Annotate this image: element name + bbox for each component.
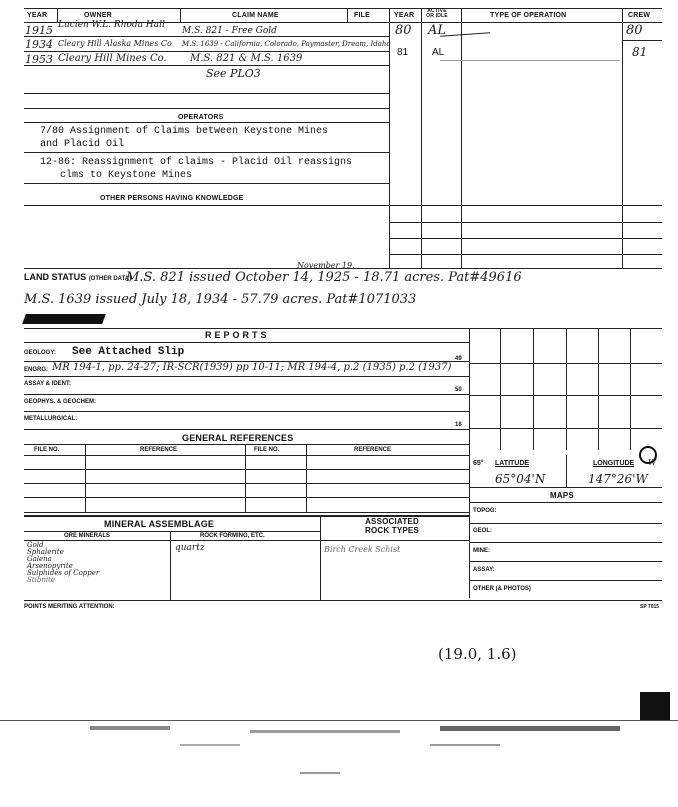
row-line bbox=[24, 540, 469, 541]
row-line bbox=[24, 429, 469, 430]
scan-smudge bbox=[22, 314, 106, 324]
activity-1-crew: 80 bbox=[626, 23, 643, 38]
grid-line bbox=[469, 363, 662, 364]
longitude-value: 147°26'W bbox=[588, 472, 648, 486]
activity-2-status: AL bbox=[432, 47, 445, 58]
header-type-of-operation: TYPE OF OPERATION bbox=[490, 12, 567, 19]
activity-1-status: AL bbox=[428, 23, 447, 38]
divider bbox=[566, 328, 567, 450]
row-line bbox=[24, 183, 389, 184]
operators-line-2b: clms to Keystone Mines bbox=[60, 170, 193, 181]
row-line bbox=[24, 65, 389, 66]
mineral-assemblage-title: MINERAL ASSEMBLAGE bbox=[104, 519, 215, 529]
owner-row-3-owner: Cleary Hill Mines Co. bbox=[58, 53, 167, 64]
general-references-title: GENERAL REFERENCES bbox=[182, 433, 294, 443]
divider bbox=[306, 444, 307, 512]
row-line bbox=[24, 512, 469, 513]
grid-line bbox=[389, 205, 662, 206]
divider bbox=[622, 8, 623, 268]
assay-label: ASSAY & IDENT: bbox=[24, 381, 72, 387]
activity-stroke bbox=[440, 32, 490, 36]
section-line bbox=[24, 600, 662, 601]
row-line bbox=[24, 469, 469, 470]
grid-line bbox=[389, 222, 662, 223]
row-line bbox=[24, 497, 469, 498]
ore-mineral-1: Sphalerite bbox=[27, 548, 64, 556]
top-border bbox=[24, 8, 662, 9]
header-file: FILE bbox=[354, 12, 370, 19]
divider bbox=[598, 328, 599, 450]
ore-mineral-4: Sulphides of Copper bbox=[27, 569, 100, 577]
maps-topog: TOPOG: bbox=[473, 508, 497, 514]
grid-line bbox=[469, 487, 662, 488]
row-line bbox=[24, 342, 469, 343]
row-line bbox=[24, 152, 389, 153]
points-meriting-attention: POINTS MERITING ATTENTION: bbox=[24, 604, 115, 610]
grid-line bbox=[389, 238, 662, 239]
row-line bbox=[24, 444, 469, 445]
ref-reference: REFERENCE bbox=[140, 447, 178, 453]
longitude-label: LONGITUDE bbox=[593, 460, 635, 467]
grid-line bbox=[469, 523, 662, 524]
grid-line bbox=[469, 428, 662, 429]
coords-note: (19.0, 1.6) bbox=[438, 645, 517, 663]
reports-title: REPORTS bbox=[205, 330, 270, 340]
divider bbox=[170, 531, 171, 600]
latitude-prefix: 65° bbox=[473, 460, 484, 467]
row-line bbox=[24, 376, 469, 377]
ref-file-no: FILE NO. bbox=[34, 447, 60, 453]
divider bbox=[566, 455, 567, 487]
ore-mineral-2: Galena bbox=[27, 555, 52, 563]
latitude-label: LATITUDE bbox=[495, 460, 530, 467]
see-note: See PLO3 bbox=[206, 67, 261, 80]
header-claim-name: CLAIM NAME bbox=[232, 12, 279, 19]
geology-value: See Attached Slip bbox=[72, 346, 185, 358]
activity-2-crew: 81 bbox=[632, 45, 648, 59]
land-status-title: LAND STATUS bbox=[24, 272, 87, 282]
geology-label: GEOLOGY: bbox=[24, 350, 56, 356]
row-line bbox=[24, 411, 469, 412]
header-year: YEAR bbox=[27, 12, 48, 19]
scan-noise bbox=[250, 730, 400, 733]
land-status-label bbox=[24, 272, 131, 282]
engrg-value: MR 194-1, pp. 24-27; IR-SCR(1939) pp 10-11; MR 194-4, p.2 (1935) p.2 (1937) bbox=[52, 362, 452, 373]
divider bbox=[85, 444, 86, 512]
header-crew: CREW bbox=[628, 12, 651, 19]
grid-line bbox=[469, 561, 662, 562]
header-year-2: YEAR bbox=[394, 12, 415, 19]
row-line bbox=[24, 455, 469, 456]
maps-geol: GEOL: bbox=[473, 528, 492, 534]
row-line bbox=[24, 531, 320, 532]
row-line bbox=[24, 36, 389, 37]
metallurgical-label: METALLURGICAL: bbox=[24, 416, 78, 422]
metallurgical-code: 18 bbox=[455, 422, 462, 428]
header-owner: OWNER bbox=[84, 12, 112, 19]
owner-row-1-claim: M.S. 821 - Free Gold bbox=[182, 26, 277, 36]
operators-line-2a: 12-86: Reassignment of claims - Placid Oil reassigns bbox=[40, 157, 353, 168]
row-line bbox=[24, 483, 469, 484]
divider bbox=[320, 515, 321, 600]
divider bbox=[500, 328, 501, 450]
scan-noise bbox=[440, 726, 620, 731]
owner-row-1-owner: Lucien W.L. Rhoda Hall bbox=[58, 20, 165, 30]
crew-underline bbox=[622, 40, 662, 41]
owner-row-2-year: 1934 bbox=[25, 38, 53, 51]
scan-black-block bbox=[640, 692, 670, 720]
divider bbox=[180, 8, 181, 22]
row-line bbox=[24, 205, 389, 206]
grid-line bbox=[389, 254, 662, 255]
ore-mineral-0: Gold bbox=[27, 541, 44, 549]
latitude-value: 65°04'N bbox=[495, 472, 546, 486]
divider bbox=[461, 8, 462, 268]
associated-rock-value: Birch Creek Schist bbox=[324, 545, 401, 554]
grid-line bbox=[469, 542, 662, 543]
owner-row-2-claim: M.S. 1639 - California, Colorado, Paymaster, Dream, Idaho bbox=[182, 40, 391, 48]
divider bbox=[421, 8, 422, 268]
geology-code: 49 bbox=[455, 356, 462, 362]
row-line bbox=[24, 108, 389, 109]
maps-assay: ASSAY: bbox=[473, 567, 495, 573]
engrg-label: ENGRG: bbox=[24, 367, 48, 373]
header-active-or-idle: ACTIVE OR IDLE bbox=[426, 8, 448, 19]
scan-noise bbox=[90, 726, 170, 730]
land-status-sub: (OTHER DATA) bbox=[88, 276, 132, 282]
divider bbox=[533, 328, 534, 450]
owner-row-1-year: 1915 bbox=[25, 24, 53, 37]
scan-noise bbox=[300, 772, 340, 774]
divider bbox=[245, 444, 246, 512]
ore-mineral-3: Arsenopyrite bbox=[27, 562, 73, 570]
assay-code: 50 bbox=[455, 387, 462, 393]
grid-line bbox=[469, 580, 662, 581]
ore-minerals-header: ORE MINERALS bbox=[64, 533, 111, 539]
owner-row-3-claim: M.S. 821 & M.S. 1639 bbox=[190, 53, 303, 64]
operators-top-line bbox=[24, 122, 389, 123]
scan-edge-line bbox=[0, 720, 678, 721]
scan-noise bbox=[430, 744, 500, 746]
rock-forming-header: ROCK FORMING, ETC. bbox=[200, 533, 265, 539]
activity-1-year: 80 bbox=[395, 23, 412, 38]
land-status-line-2: M.S. 1639 issued July 18, 1934 - 57.79 acres. Pat#1071033 bbox=[24, 292, 417, 307]
ore-mineral-5: Stibnite bbox=[27, 576, 56, 584]
row-line bbox=[440, 60, 620, 61]
activity-2-year: 81 bbox=[397, 47, 409, 58]
scan-noise bbox=[180, 744, 240, 746]
divider bbox=[469, 328, 470, 598]
operators-line-1b: and Placid Oil bbox=[40, 139, 125, 150]
form-code: SP 7015 bbox=[640, 604, 660, 610]
maps-other: OTHER (& PHOTOS) bbox=[473, 586, 531, 592]
geophys-label: GEOPHYS. & GEOCHEM: bbox=[24, 399, 97, 405]
row-line bbox=[24, 51, 389, 52]
row-line bbox=[24, 93, 389, 94]
longitude-suffix: W bbox=[648, 458, 657, 467]
divider bbox=[630, 328, 631, 450]
other-persons-title: OTHER PERSONS HAVING KNOWLEDGE bbox=[100, 195, 244, 202]
owner-row-3-year: 1953 bbox=[25, 53, 53, 66]
row-line bbox=[24, 394, 469, 395]
associated-rock-types-title: ASSOCIATED ROCK TYPES bbox=[364, 517, 419, 535]
owner-row-2-owner: Cleary Hill Alaska Mines Co bbox=[58, 39, 172, 48]
operators-line-1a: 7/80 Assignment of Claims between Keystone Mines bbox=[40, 126, 329, 137]
rock-forming-value: quartz bbox=[175, 543, 205, 553]
land-status-line-1: M.S. 821 issued October 14, 1925 - 18.71 acres. Pat#49616 bbox=[126, 270, 522, 285]
grid-line bbox=[469, 502, 662, 503]
maps-mine: MINE: bbox=[473, 548, 490, 554]
ref-reference-2: REFERENCE bbox=[354, 447, 392, 453]
operators-title: OPERATORS bbox=[178, 114, 224, 121]
grid-line bbox=[469, 395, 662, 396]
divider bbox=[347, 8, 348, 22]
maps-label: MAPS bbox=[550, 491, 574, 500]
land-status-correction: November 19, bbox=[297, 261, 355, 270]
ref-file-no-2: FILE NO. bbox=[254, 447, 280, 453]
